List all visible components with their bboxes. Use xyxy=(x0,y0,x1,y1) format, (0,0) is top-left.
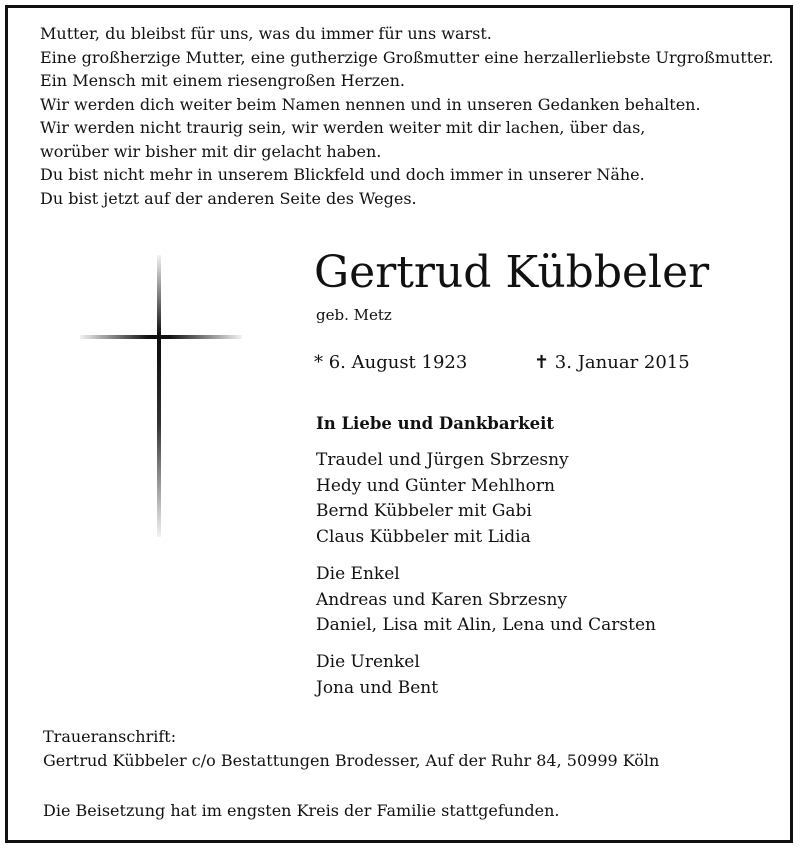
poem-line: Wir werden nicht traurig sein, wir werden weiter mit dir lachen, über das, xyxy=(40,118,646,137)
great-grandchildren-list xyxy=(316,650,438,701)
list-item: Hedy und Günter Mehlhorn xyxy=(316,475,555,496)
children-list xyxy=(316,448,569,550)
address-text: Gertrud Kübbeler c/o Bestattungen Brodesser, Auf der Ruhr 84, 50999 Köln xyxy=(43,751,660,770)
grandchildren-list xyxy=(316,562,656,639)
cross-vertical-beam xyxy=(157,255,161,537)
mourning-address xyxy=(43,725,659,773)
list-item: Bernd Kübbeler mit Gabi xyxy=(316,501,532,521)
poem-line: Eine großherzige Mutter, eine gutherzige Großmutter eine herzallerliebste Urgroßmutter. xyxy=(40,47,774,67)
list-item: Daniel, Lisa mit Alin, Lena und Carsten xyxy=(316,615,656,635)
death-date: ✝ 3. Januar 2015 xyxy=(534,352,690,373)
list-item: Traudel und Jürgen Sbrzesny xyxy=(316,450,569,470)
list-item: Andreas und Karen Sbrzesny xyxy=(316,589,568,610)
poem-line: Wir werden dich weiter beim Namen nennen und in unseren Gedanken behalten. xyxy=(40,94,701,114)
deceased-name: Gertrud Kübbeler xyxy=(314,247,710,298)
birth-name: geb. Metz xyxy=(316,306,392,324)
list-item: Die Enkel xyxy=(316,564,400,584)
list-item: Claus Kübbeler mit Lidia xyxy=(316,526,531,547)
mourners-heading: In Liebe und Dankbarkeit xyxy=(316,414,555,433)
cross-horizontal-beam xyxy=(80,335,242,339)
poem-line: Du bist nicht mehr in unserem Blickfeld und doch immer in unserer Nähe. xyxy=(40,165,645,184)
cross-icon xyxy=(80,255,242,537)
poem-line: Ein Mensch mit einem riesengroßen Herzen. xyxy=(40,71,405,90)
birth-date: * 6. August 1923 xyxy=(314,352,468,373)
list-item: Die Urenkel xyxy=(316,652,420,672)
poem xyxy=(40,22,774,210)
list-item: Jona und Bent xyxy=(316,677,439,698)
burial-note: Die Beisetzung hat im engsten Kreis der Familie stattgefunden. xyxy=(43,801,560,820)
poem-line: worüber wir bisher mit dir gelacht haben. xyxy=(40,141,382,161)
address-label: Traueranschrift: xyxy=(43,727,177,746)
poem-line: Du bist jetzt auf der anderen Seite des Weges. xyxy=(40,188,417,208)
poem-line: Mutter, du bleibst für uns, was du immer für uns warst. xyxy=(40,24,492,43)
